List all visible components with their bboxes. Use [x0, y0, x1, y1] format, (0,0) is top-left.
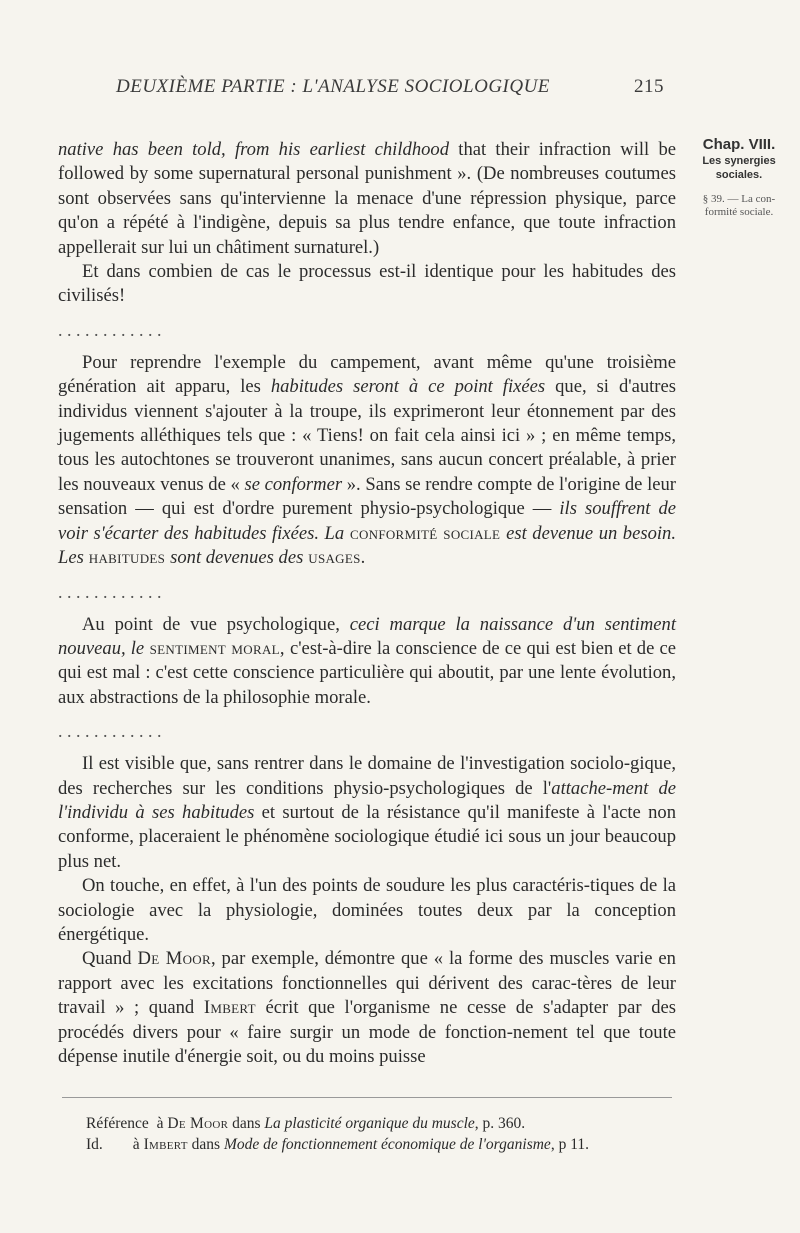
- text: Quand: [82, 948, 138, 970]
- text: à: [132, 1136, 144, 1153]
- small-caps-text: Imbert: [203, 997, 256, 1019]
- body-text: [58, 138, 676, 1069]
- small-caps-text: Imbert: [143, 1136, 188, 1153]
- running-title: DEUXIÈME PARTIE : L'ANALYSE SOCIOLOGIQUE: [116, 76, 550, 97]
- text: et surtout de la résistance qu'il manifeste à l'acte non conforme, placeraient le phénomène sociologique étudié ici sous un jour beaucoup plus net.: [58, 801, 676, 872]
- paragraph: [58, 947, 676, 1069]
- text: écrit que l'organisme ne cesse de s'adapter par des procédés divers pour « faire surgir un mode de fonction-nement tel que toute dépense inutile d'énergie soit, ou du moins puisse: [58, 997, 676, 1067]
- footnote-label: Id.: [86, 1136, 103, 1153]
- footnote: [86, 1113, 686, 1134]
- text: que, si d'autres individus viennent s'ajouter à la troupe, ils exprimeront leur étonnement par des jugements alléthiques tels que : « Tiens! on fait cela ainsi ici » ; en même temps, tous les autochtones se trouveront unanimes, sans aucun concert préalable, à prier les nouveaux venus de «: [58, 376, 676, 495]
- chapter-subtitle: sociales.: [715, 169, 763, 181]
- paragraph: [58, 613, 676, 711]
- small-caps-text: sentiment moral,: [144, 637, 285, 659]
- footnote-rule: [62, 1097, 672, 1098]
- text: dans: [187, 1136, 224, 1153]
- text: Au point de vue psychologique,: [82, 613, 350, 635]
- text: ». Sans se rendre compte de l'origine de leur sensation — qui est d'ordre purement physio-psychologique —: [58, 473, 676, 520]
- chapter-label: Chap. VIII.: [702, 136, 776, 153]
- text: Il est visible que, sans rentrer dans le domaine de l'investigation sociolo-gique, des recherches sur les conditions physio-psychologiques de l': [58, 753, 676, 799]
- paragraph: [58, 351, 676, 571]
- ellipsis-dots: . . . . . . . . . . . .: [58, 721, 162, 742]
- italic-text: se conformer: [244, 473, 343, 495]
- paragraph: [58, 138, 676, 260]
- small-caps-text: conformité sociale: [344, 522, 507, 544]
- section-note-line: formité sociale.: [704, 206, 774, 218]
- ellipsis-dots: . . . . . . . . . . . .: [58, 581, 162, 602]
- paragraph: [58, 752, 676, 874]
- ellipsis-dots: . . . . . . . . . . . .: [58, 319, 162, 340]
- italic-text: habitudes seront à ce point fixées: [270, 376, 546, 398]
- page-number: 215: [634, 76, 664, 97]
- footnote-label: Référence: [86, 1115, 149, 1132]
- small-caps-text: usages.: [303, 547, 366, 569]
- italic-text: ceci marque la naissance d'un sentiment nouveau, le: [58, 613, 676, 659]
- text: Pour reprendre l'exemple du campement, avant même qu'une troisième génération ait apparu, les: [58, 351, 676, 398]
- text: , p. 360.: [474, 1115, 526, 1132]
- section-note: [691, 193, 787, 219]
- text: , par exemple, démontre que « la forme des muscles varie en rapport avec les excitations fonctionnelles qui dérivent des carac-tères de leur travail » ; quand: [58, 948, 676, 1019]
- paragraph: On touche, en effet, à l'un des points de soudure les plus caractéris-tiques de la sociologie avec la physiologie, dominées toutes deux par la conception énergétique.: [58, 875, 676, 945]
- italic-text: native has been told, from his earliest childhood: [58, 139, 450, 160]
- text: c'est-à-dire la conscience de ce qui est bien et de ce qui est mal : c'est cette conscience particulière qui aboutit, par une lente évolution, aux abstractions de la philosophie morale.: [58, 637, 676, 708]
- italic-text: La plasticité organique du muscle: [264, 1115, 475, 1132]
- italic-text: sont devenues des: [170, 547, 304, 569]
- chapter-subtitle: Les synergies: [702, 155, 776, 167]
- paragraph: Et dans combien de cas le processus est-il identique pour les habitudes des civilisés!: [58, 261, 676, 307]
- italic-text: ils souffrent de voir s'écarter des habitudes fixées. La: [58, 498, 676, 544]
- text: , p 11.: [550, 1136, 589, 1153]
- footnote: [86, 1134, 686, 1155]
- small-caps-text: De Moor: [167, 1115, 229, 1132]
- text: dans: [228, 1115, 265, 1132]
- text: à: [156, 1115, 168, 1132]
- italic-text: attache-ment de l'individu à ses habitudes: [58, 777, 677, 823]
- text: that their infraction will be followed by some supernatural personal punishment ». (De nombreuses coutumes sont observées sans qu'intervienne la menace d'une répression physique, parce qu'on a répété à l'indigène, depuis sa plus tendre enfance, que toute infraction appellerait sur lui un châtiment surnaturel.): [58, 139, 677, 258]
- section-note-line: § 39. — La con-: [702, 193, 776, 205]
- margin-notes: [691, 136, 787, 219]
- footnotes: [86, 1113, 686, 1155]
- italic-text: Mode de fonctionnement économique de l'organisme: [223, 1136, 551, 1153]
- small-caps-text: De Moor: [137, 948, 211, 970]
- italic-text: est devenue un besoin. Les: [58, 522, 677, 569]
- small-caps-text: habitudes: [83, 547, 171, 569]
